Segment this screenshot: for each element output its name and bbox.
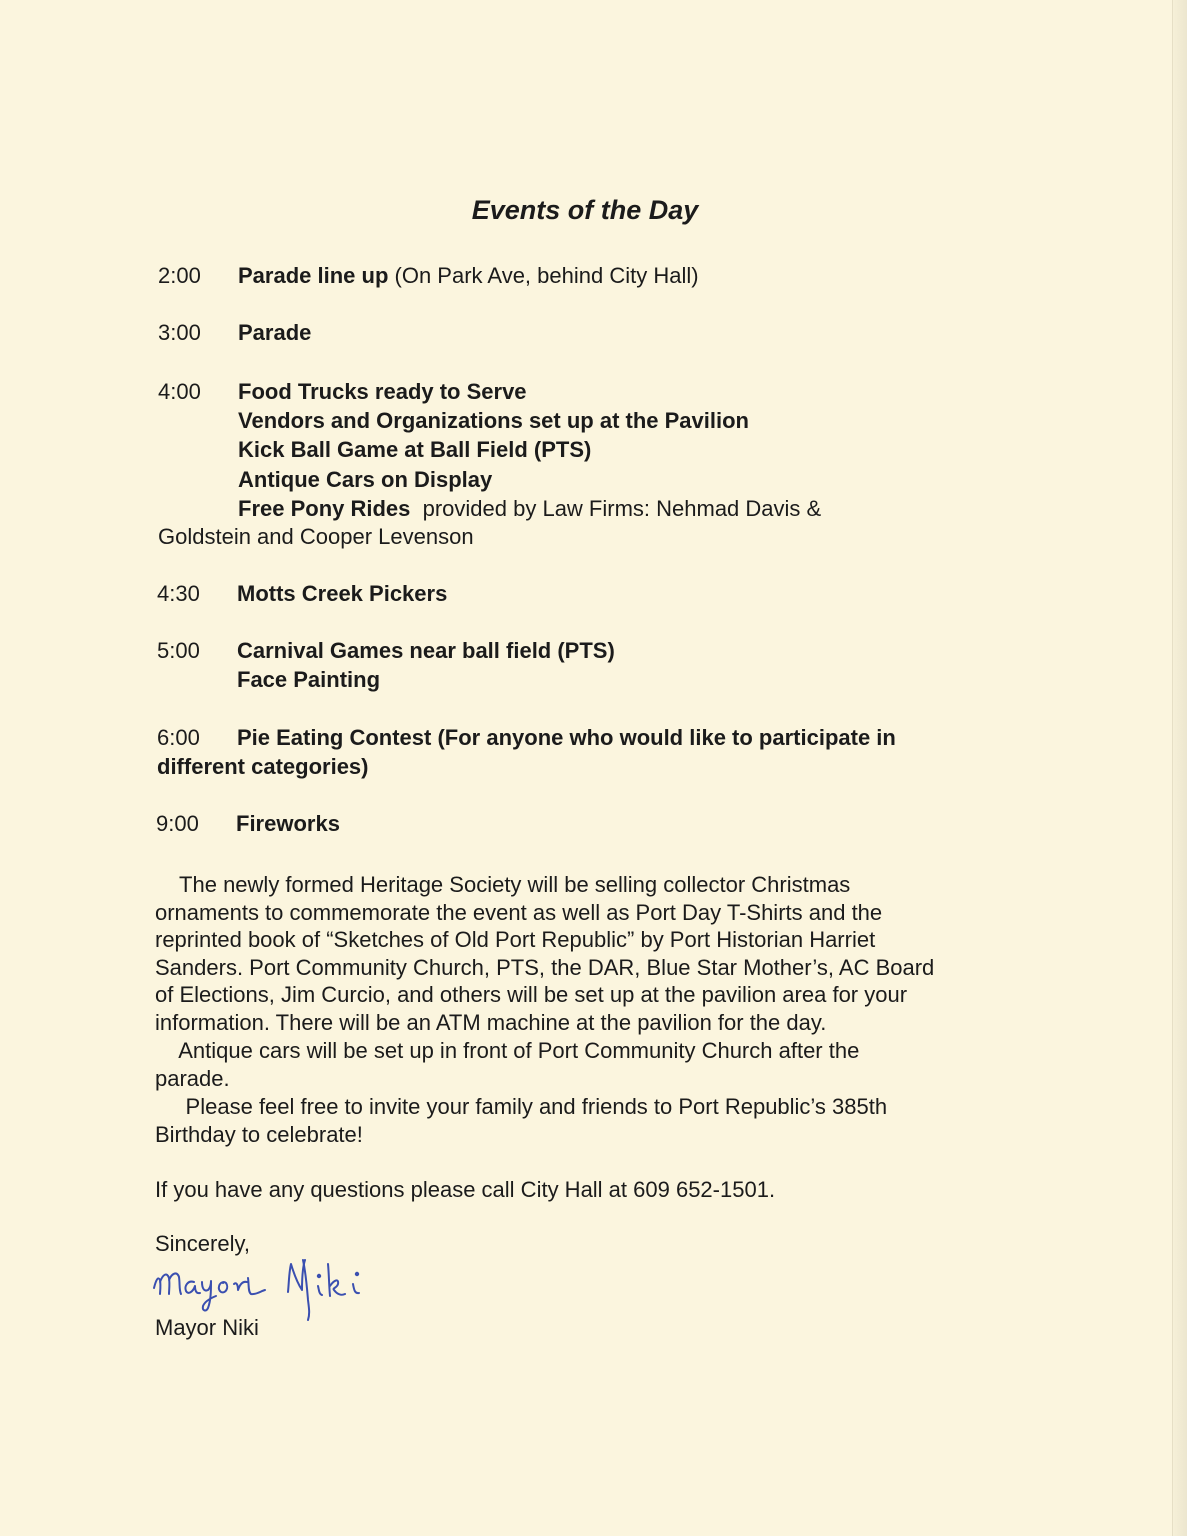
schedule-row-5-00 xyxy=(157,636,200,665)
schedule-time: 6:00 xyxy=(157,725,200,750)
salutation: Sincerely, xyxy=(155,1231,250,1256)
schedule-entry xyxy=(237,723,896,752)
schedule-entry xyxy=(238,406,749,435)
schedule-row-4-00 xyxy=(158,377,201,406)
paragraph-line: of Elections, Jim Curcio, and others will be set up at the pavilion area for your xyxy=(155,982,908,1008)
paper-edge xyxy=(1172,0,1187,1536)
paragraph-line: parade. xyxy=(155,1065,230,1091)
schedule-time: 2:00 xyxy=(158,263,201,288)
paragraph-line: Antique cars will be set up in front of Port Community Church after the xyxy=(155,1038,860,1063)
schedule-entry xyxy=(237,665,380,694)
event-name: Parade line up xyxy=(238,263,389,288)
event-name: Face Painting xyxy=(237,667,381,692)
invite-paragraph xyxy=(155,1093,1015,1148)
event-name: Kick Ball Game at Ball Field (PTS) xyxy=(238,437,592,462)
event-name: Fireworks xyxy=(236,811,340,836)
schedule-row-4-30 xyxy=(157,579,200,608)
event-detail: provided by Law Firms: Nehmad Davis & xyxy=(410,496,822,521)
event-name: different categories) xyxy=(157,754,369,779)
paragraph-line: reprinted book of “Sketches of Old Port Republic” by Port Historian Harriet xyxy=(155,927,876,953)
schedule-entry xyxy=(238,318,311,347)
schedule-time: 4:30 xyxy=(157,581,200,606)
schedule-entry xyxy=(238,494,821,523)
heritage-paragraph xyxy=(155,871,1015,1037)
event-name: Vendors and Organizations set up at the Pavilion xyxy=(238,408,749,433)
schedule-entry xyxy=(238,377,527,406)
event-name: Free Pony Rides xyxy=(238,496,411,521)
schedule-row-3-00 xyxy=(158,318,201,347)
schedule-entry-continued xyxy=(157,752,369,781)
paragraph-line: The newly formed Heritage Society will be selling collector Christmas xyxy=(155,872,851,897)
schedule-row-6-00 xyxy=(157,723,200,752)
paragraph-line: Please feel free to invite your family and friends to Port Republic’s 385th xyxy=(155,1094,888,1119)
paragraph-line: Sanders. Port Community Church, PTS, the DAR, Blue Star Mother’s, AC Board xyxy=(155,954,935,980)
paragraph-line: information. There will be an ATM machine at the pavilion for the day. xyxy=(155,1009,827,1035)
event-name: Food Trucks ready to Serve xyxy=(238,379,527,404)
schedule-row-2-00 xyxy=(158,261,201,290)
schedule-time: 4:00 xyxy=(158,379,201,404)
paragraph-line: ornaments to commemorate the event as well as Port Day T-Shirts and the xyxy=(155,899,883,925)
schedule-entry xyxy=(238,435,591,464)
antique-cars-paragraph xyxy=(155,1037,1015,1092)
event-name: Antique Cars on Display xyxy=(238,467,493,492)
signatory-name: Mayor Niki xyxy=(155,1315,259,1340)
page-title: Events of the Day xyxy=(471,195,699,225)
event-name: Motts Creek Pickers xyxy=(237,581,448,606)
event-detail: Goldstein and Cooper Levenson xyxy=(158,524,474,549)
event-detail: (On Park Ave, behind City Hall) xyxy=(388,263,699,288)
schedule-entry xyxy=(238,465,492,494)
schedule-entry xyxy=(237,636,615,665)
contact-line: If you have any questions please call City Hall at 609 652-1501. xyxy=(155,1177,776,1202)
event-name: Pie Eating Contest (For anyone who would like to participate in xyxy=(237,725,896,750)
event-name: Carnival Games near ball field (PTS) xyxy=(237,638,615,663)
schedule-entry xyxy=(238,261,699,290)
schedule-entry-continued xyxy=(158,522,474,551)
schedule-time: 5:00 xyxy=(157,638,200,663)
schedule-entry xyxy=(236,809,340,838)
event-name: Parade xyxy=(238,320,312,345)
schedule-time: 3:00 xyxy=(158,320,201,345)
schedule-row-9-00 xyxy=(156,809,199,838)
schedule-entry xyxy=(237,579,447,608)
schedule-time: 9:00 xyxy=(156,811,199,836)
paragraph-line: Birthday to celebrate! xyxy=(155,1121,363,1147)
